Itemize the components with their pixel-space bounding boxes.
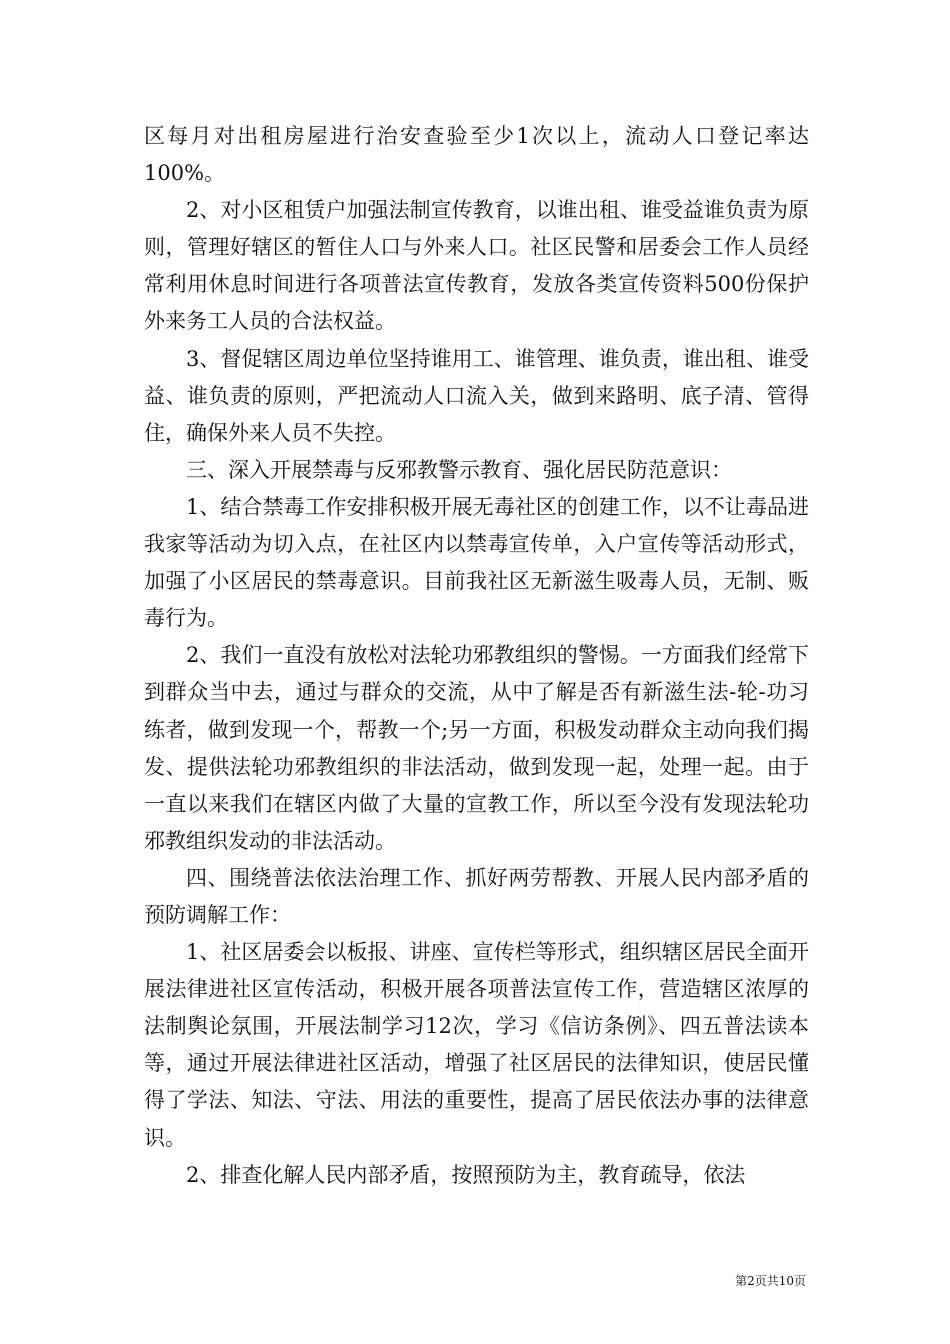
paragraph: 2、对小区租赁户加强法制宣传教育，以谁出租、谁受益谁负责为原则，管理好辖区的暂住人口与外来人口。社区民警和居委会工作人员经常利用休息时间进行各项普法宣传教育，发放各类宣传资料500份保护外来务工人员的合法权益。 — [144, 198, 809, 334]
paragraph: 1、社区居委会以板报、讲座、宣传栏等形式，组织辖区居民全面开展法律进社区宣传活动，积极开展各项普法宣传工作，营造辖区浓厚的法制舆论氛围，开展法制学习12次，学习《信访条例》、四五普法读本等，通过开展法律进社区活动，增强了社区居民的法律知识，使居民懂得了学法、知法、守法、用法的重要性，提高了居民依法办事的法律意识。 — [144, 940, 809, 1150]
section-heading: 四、围绕普法依法治理工作、抓好两劳帮教、开展人民内部矛盾的预防调解工作： — [144, 865, 809, 927]
section-heading: 三、深入开展禁毒与反邪教警示教育、强化居民防范意识： — [186, 457, 732, 482]
paragraph: 1、结合禁毒工作安排积极开展无毒社区的创建工作，以不让毒品进我家等活动为切入点，在社区内以禁毒宣传单，入户宣传等活动形式，加强了小区居民的禁毒意识。目前我社区无新滋生吸毒人员，无制、贩毒行为。 — [144, 494, 809, 631]
document-body — [144, 118, 809, 1194]
paragraph-continuation: 区每月对出租房屋进行治安查验至少1次以上，流动人口登记率达100%。 — [144, 124, 809, 186]
paragraph: 2、我们一直没有放松对法轮功邪教组织的警惕。一方面我们经常下到群众当中去，通过与群众的交流，从中了解是否有新滋生法-轮-功习练者，做到发现一个，帮教一个;另一方面，积极发动群众主动向我们揭发、提供法轮功邪教组织的非法活动，做到发现一起，处理一起。由于一直以来我们在辖区内做了大量的宣教工作，所以至今没有发现法轮功邪教组织发动的非法活动。 — [144, 643, 809, 853]
paragraph: 3、督促辖区周边单位坚持谁用工、谁管理、谁负责，谁出租、谁受益、谁负责的原则，严把流动人口流入关，做到来路明、底子清、管得住，确保外来人员不失控。 — [144, 346, 809, 445]
page-number: 第2页共10页 — [735, 1274, 806, 1288]
paragraph: 2、排查化解人民内部矛盾，按照预防为主，教育疏导，依法 — [186, 1162, 746, 1187]
